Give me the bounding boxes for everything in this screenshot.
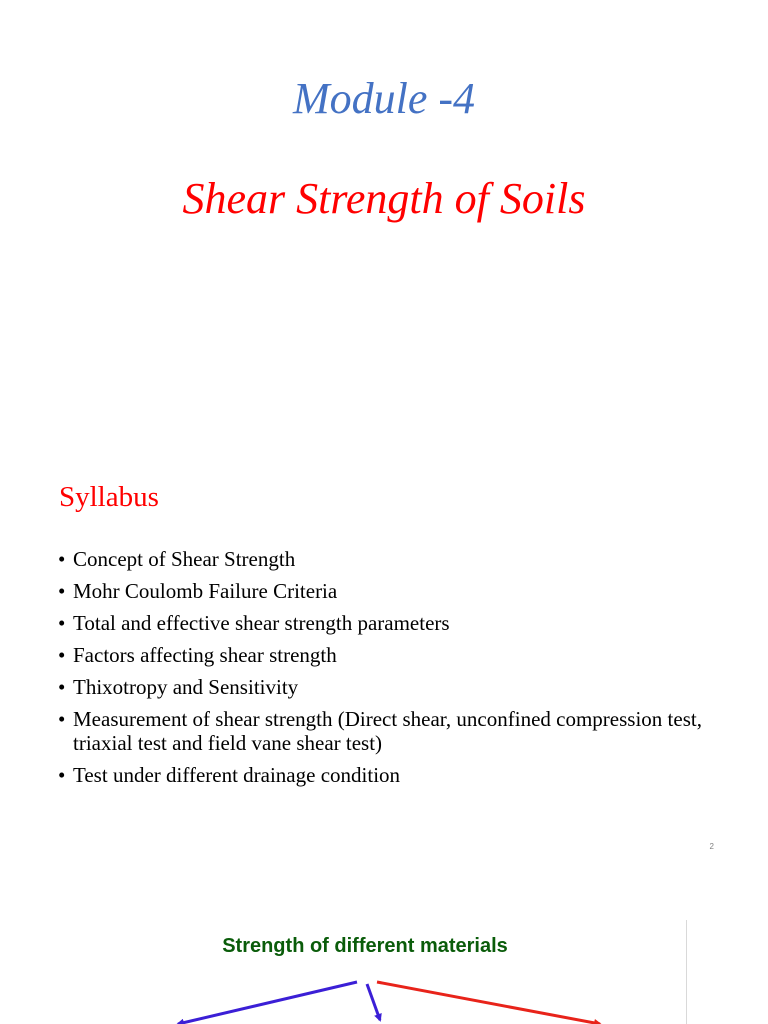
title-slide — [0, 0, 768, 432]
diagram-arrows — [0, 976, 768, 1024]
bullet-icon: • — [58, 763, 66, 787]
syllabus-heading: Syllabus — [59, 481, 159, 513]
syllabus-list — [58, 547, 718, 795]
syllabus-item — [58, 707, 718, 755]
bullet-icon: • — [58, 579, 66, 603]
syllabus-item — [58, 643, 718, 667]
materials-slide — [0, 906, 768, 1024]
syllabus-item-text: Thixotropy and Sensitivity — [73, 675, 299, 699]
syllabus-item — [58, 579, 718, 603]
syllabus-item-text: Factors affecting shear strength — [73, 643, 337, 667]
arrow-middle — [367, 984, 380, 1020]
page-number: 2 — [709, 842, 714, 851]
syllabus-item-text: Measurement of shear strength (Direct shear, unconfined compression test, triaxial test and field vane shear test) — [73, 707, 702, 755]
syllabus-item — [58, 547, 718, 571]
bullet-icon: • — [58, 707, 66, 731]
bullet-icon: • — [58, 675, 66, 699]
syllabus-item — [58, 763, 718, 787]
bullet-icon: • — [58, 611, 66, 635]
diagram-title: Strength of different materials — [222, 935, 508, 957]
syllabus-item-text: Total and effective shear strength parameters — [73, 611, 450, 635]
bullet-icon: • — [58, 547, 66, 571]
module-title: Module -4 — [292, 74, 476, 123]
bullet-icon: • — [58, 643, 66, 667]
syllabus-item-text: Concept of Shear Strength — [73, 547, 296, 571]
module-subtitle: Shear Strength of Soils — [182, 174, 586, 223]
syllabus-item — [58, 675, 718, 699]
arrow-right — [377, 982, 600, 1024]
syllabus-item-text: Test under different drainage condition — [73, 763, 401, 787]
syllabus-item — [58, 611, 718, 635]
syllabus-slide — [0, 432, 768, 864]
arrow-left — [178, 982, 357, 1024]
syllabus-item-text: Mohr Coulomb Failure Criteria — [73, 579, 338, 603]
